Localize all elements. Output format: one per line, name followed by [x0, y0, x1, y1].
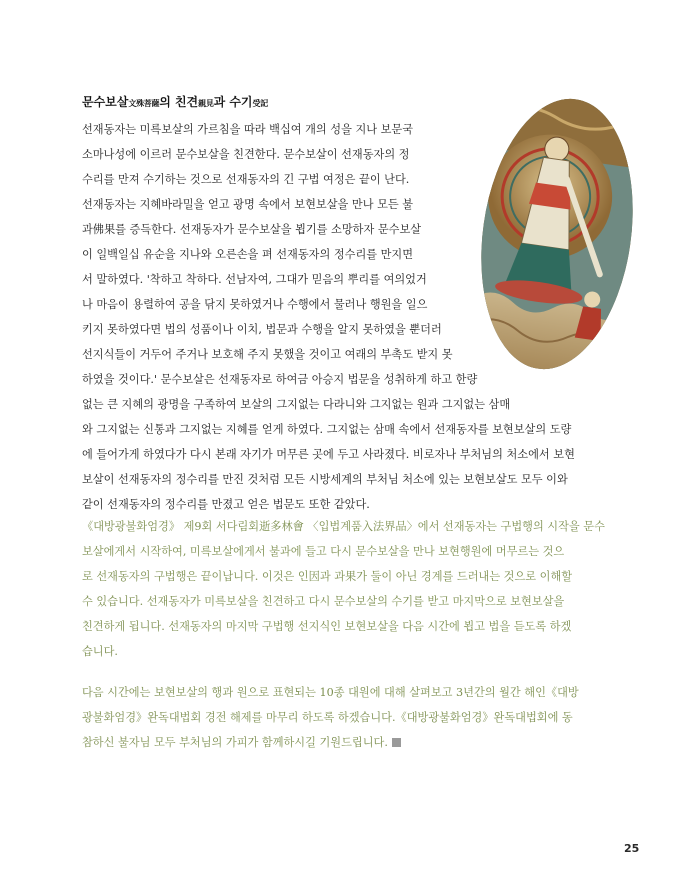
text-line: 키지 못하였다면 법의 성품이나 이치, 법문과 수행을 알지 못하였을 뿐더러 [82, 323, 442, 336]
text-line: 같이 선재동자의 정수리를 만졌고 얻은 법문도 또한 같았다. [82, 498, 370, 511]
text-line: 나 마음이 용렬하여 공을 닦지 못하였거나 수행에서 물러나 행원을 일으 [82, 298, 428, 311]
text-line: 소마나성에 이르러 문수보살을 친견한다. 문수보살이 선재동자의 정 [82, 148, 410, 161]
text-line [82, 730, 579, 755]
text-line: 와 그지없는 신통과 그지없는 지혜를 얻게 하였다. 그지없는 삼매 속에서 선재동자를 보현보살의 도량 [82, 423, 572, 436]
text-line: 선재동자는 지혜바라밀을 얻고 광명 속에서 보현보살을 만나 모든 불 [82, 198, 414, 211]
title-text-1: 문수보살 [82, 95, 129, 109]
text-line: 선재동자는 미륵보살의 가르침을 따라 백십여 개의 성을 지나 보문국 [82, 123, 414, 136]
text-line: 수리를 만져 수기하는 것으로 선재동자의 긴 구법 여정은 끝이 난다. [82, 173, 410, 186]
text-line: 하였을 것이다.' 문수보살은 선재동자로 하여금 아승지 법문을 성취하게 하고 한량 [82, 373, 478, 386]
text-line: 친견하게 됩니다. 선재동자의 마지막 구법행 선지식인 보현보살을 다음 시간에 뵙고 법을 듣도록 하겠 [82, 620, 572, 633]
text-line: 보살이 선재동자의 정수리를 만진 것처럼 모든 시방세계의 부처님 처소에 있는 보현보살도 모두 이와 [82, 473, 568, 486]
text-line: 습니다. [82, 645, 118, 658]
title-hanja-2: 親見 [198, 99, 214, 108]
closing-sentence: 참하신 불자님 모두 부처님의 가피가 함께하시길 기원드립니다. [82, 736, 388, 749]
text-line: 서 말하였다. '착하고 착하다. 선남자여, 그대가 믿음의 뿌리를 여의었거 [82, 273, 427, 286]
text-line: 과佛果를 증득한다. 선재동자가 문수보살을 뵙기를 소망하자 문수보살 [82, 223, 422, 236]
text-line: 광불화엄경》완독대법회 경전 해제를 마무리 하도록 하겠습니다.《대방광불화엄경》완독대법회에 동 [82, 711, 573, 724]
body-paragraph-1 [82, 117, 575, 517]
title-text-3: 과 수기 [213, 95, 253, 109]
title-hanja-1: 文殊菩薩 [128, 99, 160, 108]
body-paragraph-2 [82, 514, 605, 664]
text-line: 없는 큰 지혜의 광명을 구족하여 보살의 그지없는 다라니와 그지없는 원과 그지없는 삼매 [82, 398, 511, 411]
text-line: 다음 시간에는 보현보살의 행과 원으로 표현되는 10종 대원에 대해 살펴보고 3년간의 월간 해인《대방 [82, 686, 579, 699]
text-line: 수 있습니다. 선재동자가 미륵보살을 친견하고 다시 문수보살의 수기를 받고 마지막으로 보현보살을 [82, 595, 565, 608]
text-line: 《대방광불화엄경》 제9회 서다림회逝多林會 〈입법계품入法界品〉에서 선재동자는 구법행의 시작을 문수 [82, 520, 605, 533]
page-number: 25 [624, 842, 640, 855]
title-hanja-3: 受記 [252, 99, 268, 108]
body-paragraph-3 [82, 680, 579, 755]
text-line: 이 일백일십 유순을 지나와 오른손을 펴 선재동자의 정수리를 만지면 [82, 248, 414, 261]
text-line: 로 선재동자의 구법행은 끝이납니다. 이것은 인因과 과果가 둘이 아닌 경계를 드러내는 것으로 이해할 [82, 570, 573, 583]
text-line: 선지식들이 거두어 주거나 보호해 주지 못했을 것이고 여래의 부촉도 받지 못 [82, 348, 453, 361]
text-line: 보살에게서 시작하여, 미륵보살에게서 불과에 들고 다시 문수보살을 만나 보현행원에 머무르는 것으 [82, 545, 565, 558]
text-line: 에 들어가게 하였다가 다시 본래 자기가 머무른 곳에 두고 사라졌다. 비로자나 부처님의 처소에서 보현 [82, 448, 575, 461]
title-text-2: 의 친견 [159, 95, 199, 109]
section-title [82, 93, 268, 110]
end-mark-icon [392, 738, 401, 747]
